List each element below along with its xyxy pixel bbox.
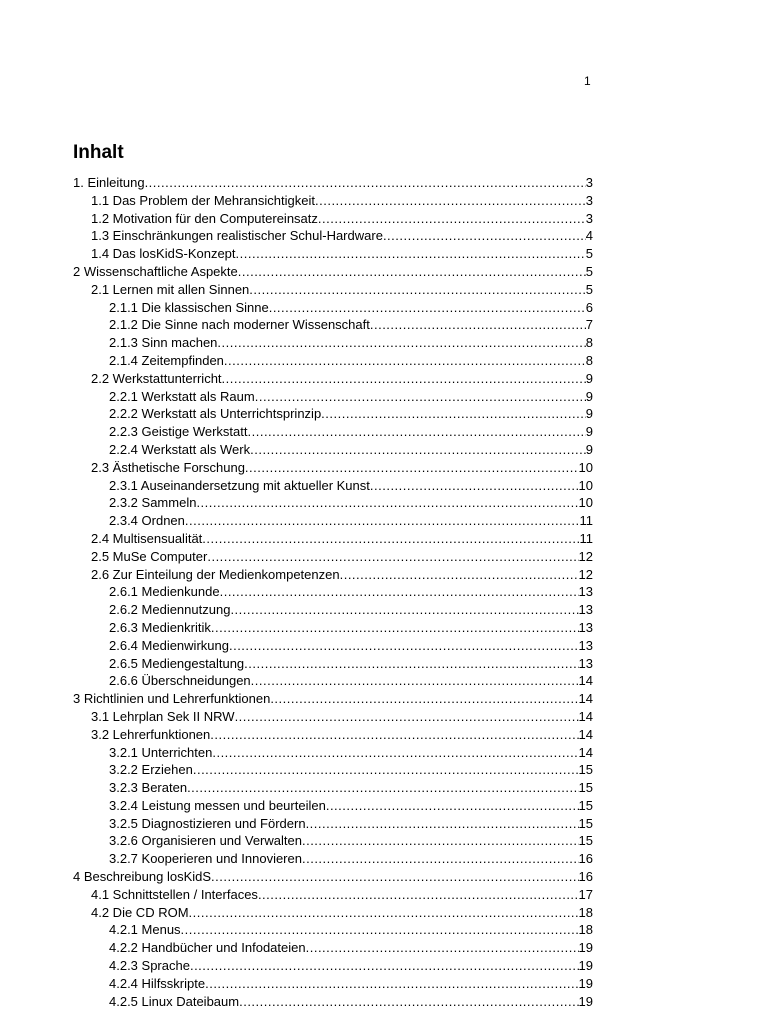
toc-entry-title: 1.3 Einschränkungen realistischer Schul-Hardware (91, 228, 383, 244)
dot-leader (321, 405, 586, 423)
dot-leader (181, 921, 579, 939)
toc-entry-title: 2.2.4 Werkstatt als Werk (109, 441, 251, 457)
dot-leader (238, 263, 586, 281)
dot-leader (318, 210, 586, 228)
toc-entry-page: 14 (578, 744, 593, 760)
dot-leader (326, 797, 579, 815)
dot-leader (235, 708, 579, 726)
toc-entry-page: 4 (585, 228, 593, 244)
toc-entry[interactable] (73, 494, 593, 512)
toc-entry-page: 10 (578, 459, 593, 475)
toc-entry-title: 3.2.4 Leistung messen und beurteilen (109, 797, 326, 813)
dot-leader (145, 174, 586, 192)
toc-entry-title: 2.1.1 Die klassischen Sinne (109, 299, 269, 315)
toc-entry-page: 13 (578, 655, 593, 671)
dot-leader (244, 655, 578, 673)
page-number: 1 (584, 74, 591, 88)
toc-entry[interactable] (73, 423, 593, 441)
toc-entry[interactable] (73, 263, 593, 281)
dot-leader (211, 868, 579, 886)
toc-entry[interactable] (73, 316, 593, 334)
toc-entry-page: 13 (578, 602, 593, 618)
toc-entry[interactable] (73, 459, 593, 477)
toc-entry[interactable] (73, 921, 593, 939)
toc-entry-page: 15 (578, 815, 593, 831)
dot-leader (212, 744, 578, 762)
toc-entry[interactable] (73, 904, 593, 922)
dot-leader (370, 316, 586, 334)
toc-entry-page: 13 (578, 637, 593, 653)
toc-entry-title: 2.3.2 Sammeln (109, 495, 197, 511)
toc-entry-title: 3.2.5 Diagnostizieren und Fördern (109, 815, 306, 831)
toc-entry[interactable] (73, 886, 593, 904)
dot-leader (258, 886, 579, 904)
toc-entry[interactable] (73, 655, 593, 673)
toc-entry-page: 19 (578, 940, 593, 956)
toc-entry-title: 3.2.2 Erziehen (109, 762, 193, 778)
dot-leader (302, 850, 579, 868)
toc-entry-title: 2.6.5 Mediengestaltung (109, 655, 245, 671)
toc-entry-title: 1.1 Das Problem der Mehransichtigkeit (91, 192, 315, 208)
toc-entry-page: 15 (578, 780, 593, 796)
dot-leader (251, 672, 579, 690)
toc-entry[interactable] (73, 370, 593, 388)
toc-entry-page: 12 (578, 548, 593, 564)
toc-entry[interactable] (73, 726, 593, 744)
dot-leader (224, 352, 586, 370)
dot-leader (315, 192, 586, 210)
dot-leader (196, 494, 578, 512)
toc-entry-page: 19 (578, 958, 593, 974)
toc-entry-page: 6 (585, 299, 593, 315)
toc-entry[interactable] (73, 815, 593, 833)
toc-entry[interactable] (73, 530, 593, 548)
toc-entry-title: 3.2.6 Organisieren und Verwalten (109, 833, 302, 849)
toc-entry[interactable] (73, 245, 593, 263)
toc-entry[interactable] (73, 477, 593, 495)
toc-entry-page: 19 (578, 975, 593, 991)
toc-entry-page: 9 (585, 388, 593, 404)
dot-leader (249, 281, 585, 299)
toc-entry-page: 11 (579, 513, 593, 529)
toc-entry-title: 1.2 Motivation für den Computereinsatz (91, 210, 318, 226)
toc-entry[interactable] (73, 192, 593, 210)
toc-entry-page: 5 (585, 246, 593, 262)
toc-entry-title: 2.6.3 Medienkritik (109, 619, 211, 635)
toc-entry[interactable] (73, 939, 593, 957)
toc-entry[interactable] (73, 352, 593, 370)
dot-leader (370, 477, 579, 495)
page-title: Inhalt (73, 142, 124, 163)
toc-entry-page: 14 (578, 673, 593, 689)
dot-leader (236, 245, 586, 263)
toc-entry-title: 4.2.1 Menus (109, 922, 181, 938)
toc-entry[interactable] (73, 708, 593, 726)
toc-entry[interactable] (73, 210, 593, 228)
toc-entry-page: 18 (578, 904, 593, 920)
toc-entry-title: 2.2 Werkstattunterricht (91, 370, 222, 386)
toc-entry-title: 2.5 MuSe Computer (91, 548, 208, 564)
toc-entry-title: 2.1.3 Sinn machen (109, 335, 218, 351)
toc-entry-title: 3.2.3 Beraten (109, 780, 188, 796)
dot-leader (210, 726, 578, 744)
toc-entry[interactable] (73, 690, 593, 708)
toc-entry-title: 2.2.1 Werkstatt als Raum (109, 388, 255, 404)
toc-entry[interactable] (73, 744, 593, 762)
toc-entry-title: 2.1.2 Die Sinne nach moderner Wissenschaft (109, 317, 370, 333)
dot-leader (193, 761, 579, 779)
toc-entry-page: 13 (578, 584, 593, 600)
dot-leader (340, 566, 579, 584)
dot-leader (250, 441, 586, 459)
toc-entry-page: 13 (578, 619, 593, 635)
toc-entry-title: 4.2.2 Handbücher und Infodateien (109, 940, 306, 956)
toc-entry-title: 3.2.1 Unterrichten (109, 744, 213, 760)
toc-entry[interactable] (73, 637, 593, 655)
toc-entry-page: 14 (578, 708, 593, 724)
toc-entry-page: 8 (585, 352, 593, 368)
dot-leader (245, 459, 579, 477)
toc-entry-page: 9 (585, 406, 593, 422)
toc-entry-title: 2.1.4 Zeitempfinden (109, 352, 224, 368)
toc-entry-title: 4.2.4 Hilfsskripte (109, 975, 206, 991)
table-of-contents (73, 174, 593, 1010)
toc-entry[interactable] (73, 566, 593, 584)
dot-leader (269, 299, 586, 317)
toc-entry-page: 18 (578, 922, 593, 938)
toc-entry-page: 3 (585, 192, 593, 208)
toc-entry-title: 4 Beschreibung losKidS (73, 869, 212, 885)
toc-entry-page: 5 (585, 263, 593, 279)
toc-entry[interactable] (73, 779, 593, 797)
toc-entry[interactable] (73, 850, 593, 868)
toc-entry-title: 2.3.1 Auseinandersetzung mit aktueller Kunst (109, 477, 370, 493)
toc-entry-page: 8 (585, 335, 593, 351)
toc-entry-page: 14 (578, 691, 593, 707)
toc-entry[interactable] (73, 975, 593, 993)
toc-entry-title: 2.2.3 Geistige Werkstatt (109, 424, 248, 440)
dot-leader (207, 548, 578, 566)
toc-entry[interactable] (73, 441, 593, 459)
dot-leader (189, 904, 579, 922)
toc-entry-page: 3 (585, 175, 593, 190)
dot-leader (187, 779, 578, 797)
toc-entry-page: 5 (585, 281, 593, 297)
toc-entry-page: 17 (578, 886, 593, 902)
dot-leader (239, 993, 578, 1011)
dot-leader (211, 619, 579, 637)
toc-entry-title: 1.4 Das losKidS-Konzept (91, 246, 236, 262)
dot-leader (222, 370, 586, 388)
dot-leader (248, 423, 586, 441)
toc-entry-page: 11 (579, 530, 593, 546)
toc-entry-page: 10 (578, 495, 593, 511)
toc-entry-page: 14 (578, 726, 593, 742)
dot-leader (202, 530, 579, 548)
toc-entry-title: 2.4 Multisensualität (91, 530, 203, 546)
toc-entry[interactable] (73, 281, 593, 299)
toc-entry-title: 2 Wissenschaftliche Aspekte (73, 263, 238, 279)
dot-leader (306, 815, 579, 833)
toc-entry-title: 3.2 Lehrerfunktionen (91, 726, 211, 742)
toc-entry-page: 12 (578, 566, 593, 582)
toc-entry-title: 2.3.4 Ordnen (109, 513, 185, 529)
toc-entry[interactable] (73, 619, 593, 637)
toc-entry-page: 7 (585, 317, 593, 333)
dot-leader (220, 583, 579, 601)
toc-entry-title: 2.6 Zur Einteilung der Medienkompetenzen (91, 566, 340, 582)
toc-entry-page: 15 (578, 762, 593, 778)
dot-leader (230, 601, 578, 619)
toc-entry-title: 4.1 Schnittstellen / Interfaces (91, 886, 258, 902)
toc-entry[interactable] (73, 601, 593, 619)
toc-entry[interactable] (73, 957, 593, 975)
toc-entry-page: 9 (585, 370, 593, 386)
dot-leader (302, 832, 579, 850)
dot-leader (217, 334, 585, 352)
toc-entry-title: 2.2.2 Werkstatt als Unterrichtsprinzip (109, 406, 322, 422)
toc-entry[interactable] (73, 761, 593, 779)
dot-leader (205, 975, 578, 993)
toc-entry[interactable] (73, 832, 593, 850)
toc-entry[interactable] (73, 388, 593, 406)
toc-entry-page: 16 (578, 851, 593, 867)
toc-entry-title: 3 Richtlinien und Lehrerfunktionen (73, 691, 271, 707)
dot-leader (255, 388, 586, 406)
toc-entry-page: 15 (578, 833, 593, 849)
toc-entry[interactable] (73, 174, 593, 192)
toc-entry[interactable] (73, 583, 593, 601)
toc-entry[interactable] (73, 868, 593, 886)
toc-entry-title: 3.1 Lehrplan Sek II NRW (91, 708, 235, 724)
toc-entry[interactable] (73, 334, 593, 352)
dot-leader (383, 227, 586, 245)
toc-entry-page: 19 (578, 993, 593, 1009)
dot-leader (306, 939, 579, 957)
toc-entry-title: 4.2.5 Linux Dateibaum (109, 993, 240, 1009)
toc-entry-title: 3.2.7 Kooperieren und Innovieren (109, 851, 302, 867)
toc-entry-page: 16 (578, 869, 593, 885)
toc-entry-title: 4.2 Die CD ROM (91, 904, 189, 920)
toc-entry-title: 2.6.6 Überschneidungen (109, 673, 251, 689)
dot-leader (190, 957, 579, 975)
toc-entry[interactable] (73, 227, 593, 245)
toc-entry[interactable] (73, 672, 593, 690)
toc-entry-title: 2.6.1 Medienkunde (109, 584, 220, 600)
toc-entry-title: 4.2.3 Sprache (109, 958, 190, 974)
toc-entry[interactable] (73, 299, 593, 317)
toc-entry-page: 3 (585, 210, 593, 226)
toc-entry-title: 2.6.4 Medienwirkung (109, 637, 229, 653)
toc-entry[interactable] (73, 405, 593, 423)
toc-entry[interactable] (73, 512, 593, 530)
dot-leader (270, 690, 578, 708)
toc-entry-title: 1. Einleitung (73, 175, 145, 190)
dot-leader (229, 637, 579, 655)
toc-entry-title: 2.1 Lernen mit allen Sinnen (91, 281, 250, 297)
toc-entry-page: 15 (578, 797, 593, 813)
toc-entry[interactable] (73, 993, 593, 1011)
toc-entry-title: 2.3 Ästhetische Forschung (91, 459, 245, 475)
dot-leader (185, 512, 580, 530)
toc-entry[interactable] (73, 548, 593, 566)
toc-entry[interactable] (73, 797, 593, 815)
toc-entry-page: 9 (585, 441, 593, 457)
toc-entry-title: 2.6.2 Mediennutzung (109, 602, 231, 618)
toc-entry-page: 9 (585, 424, 593, 440)
toc-entry-page: 10 (578, 477, 593, 493)
